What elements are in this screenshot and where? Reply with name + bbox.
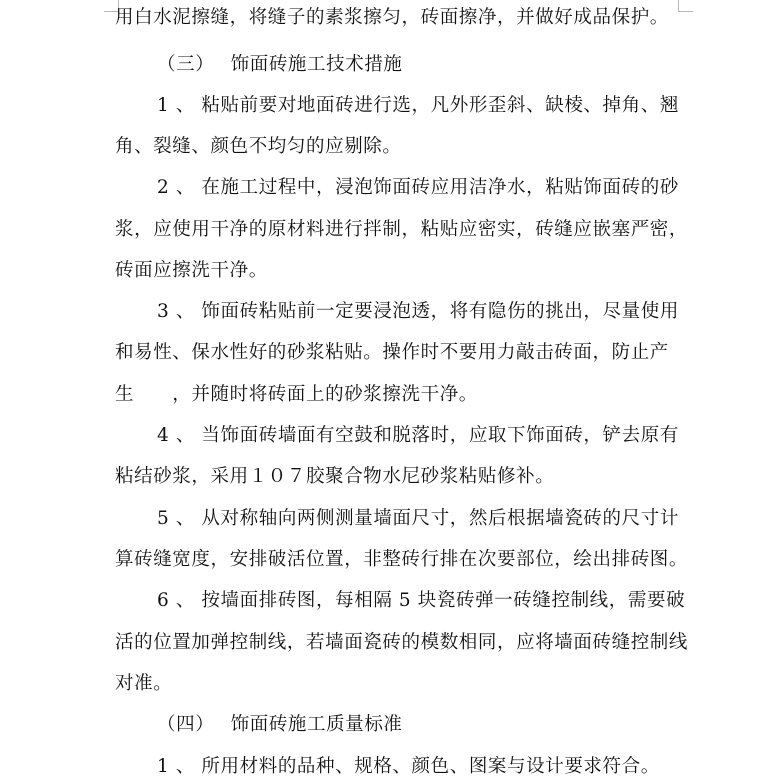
page-corner-mark-right <box>678 0 693 12</box>
paragraph-line: 5 、 从对称轴向两侧测量墙面尺寸，然后根据墙瓷砖的尺寸计 <box>157 508 679 529</box>
paragraph-line: 活的位置加弹控制线，若墙面瓷砖的模数相同，应将墙面砖缝控制线 <box>115 632 689 653</box>
paragraph-line: 4 、 当饰面砖墙面有空鼓和脱落时，应取下饰面砖，铲去原有 <box>157 425 679 446</box>
paragraph-line: 3 、 饰面砖粘贴前一定要浸泡透，将有隐伤的挑出，尽量使用 <box>157 301 679 322</box>
paragraph-line: 1 、 粘贴前要对地面砖进行选，凡外形歪斜、缺棱、掉角、翘 <box>157 95 679 116</box>
section-heading: （三） 饰面砖施工技术措施 <box>157 54 403 75</box>
paragraph-line: 角、裂缝、颜色不均匀的应剔除。 <box>115 136 402 157</box>
paragraph-line: 1 、 所用材料的品种、规格、颜色、图案与设计要求符合。 <box>157 756 660 777</box>
paragraph-line: 算砖缝宽度，安排破活位置，非整砖行排在次要部位，绘出排砖图。 <box>115 549 689 570</box>
paragraph-line: 生 ，并随时将砖面上的砂浆擦洗干净。 <box>115 384 478 405</box>
paragraph-line: 用白水泥擦缝，将缝子的素浆擦匀，砖面擦净，并做好成品保护。 <box>115 7 669 28</box>
paragraph-line: 砖面应擦洗干净。 <box>115 260 268 281</box>
paragraph-line: 粘结砂浆，采用１０７胶聚合物水尼砂浆粘贴修补。 <box>115 466 555 487</box>
section-heading: （四） 饰面砖施工质量标准 <box>157 714 403 735</box>
paragraph-line: 浆，应使用干净的原材料进行拌制，粘贴应密实，砖缝应嵌塞严密， <box>115 219 689 240</box>
paragraph-line: 6 、 按墙面排砖图，每相隔 5 块瓷砖弹一砖缝控制线，需要破 <box>157 590 686 611</box>
paragraph-line: 和易性、保水性好的砂浆粘贴。操作时不要用力敲击砖面，防止产 <box>115 342 669 363</box>
paragraph-line: 2 、 在施工过程中，浸泡饰面砖应用洁净水，粘贴饰面砖的砂 <box>157 177 679 198</box>
paragraph-line: 对准。 <box>115 673 173 694</box>
